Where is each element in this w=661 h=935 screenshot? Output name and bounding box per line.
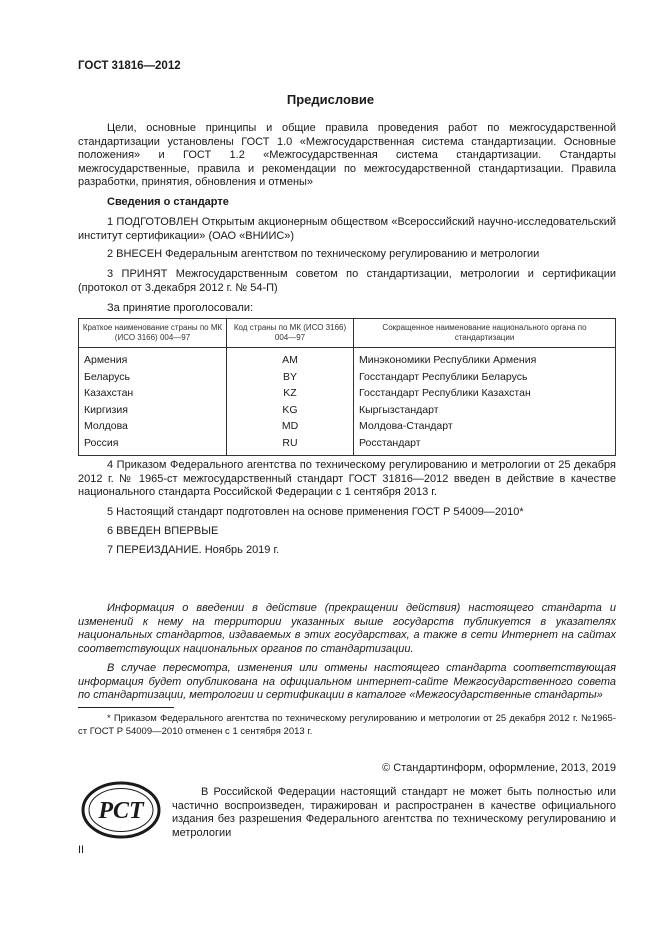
info-paragraph-2: В случае пересмотра, изменения или отмены настоящего стандарта соответствующая информация будет опубликована на официальном интернет-сайте Межгосударственного совета по стандартизации, метрологии и сертификации в каталоге «Межгосударственные стандарты» xyxy=(78,662,616,702)
country-cell: Казахстан xyxy=(79,385,227,402)
code-cell: KZ xyxy=(227,385,354,402)
body-cell: Госстандарт Республики Казахстан xyxy=(354,385,616,402)
body-cell: Росстандарт xyxy=(354,435,616,456)
page-title: Предисловие xyxy=(286,92,375,107)
body-cell: Молдова-Стандарт xyxy=(354,418,616,435)
code-cell: KG xyxy=(227,402,354,419)
table-header-country: Краткое наименование страны по МК (ИСО 3166) 004—97 xyxy=(79,319,227,348)
country-cell: Киргизия xyxy=(79,402,227,419)
code-cell: AM xyxy=(227,348,354,369)
footnote: * Приказом Федерального агентства по техническому регулированию и метрологии от 25 декабря 2012 г. №1965-ст ГОСТ Р 54009—2010 отменен с 1 сентября 2013 г. xyxy=(78,713,616,737)
table-row xyxy=(79,418,616,435)
table-row xyxy=(79,435,616,456)
section-title: Сведения о стандарте xyxy=(107,196,229,208)
body-cell: Госстандарт Республики Беларусь xyxy=(354,369,616,386)
table-row xyxy=(79,369,616,386)
intro-paragraph: Цели, основные принципы и общие правила проведения работ по межгосударственной стандартизации установлены ГОСТ 1.0 «Межгосударственная система стандартизации. Основные положения» и ГОСТ 1.2 «Межгосударственная система стандартизации. Стандарты межгосударственные, правила и рекомендации по межгосударственной стандартизации. Правила разработки, принятия, обновления и отмены» xyxy=(78,122,616,189)
reproduction-notice: В Российской Федерации настоящий стандарт не может быть полностью или частично воспроизведен, тиражирован и распространен в качестве официального издания без разрешения Федерального агентства по техническому регулированию и метрологии xyxy=(172,786,616,839)
logo-text: РСТ xyxy=(98,798,144,824)
item-6: 6 ВВЕДЕН ВПЕРВЫЕ xyxy=(107,525,219,537)
item-1: 1 ПОДГОТОВЛЕН Открытым акционерным обществом «Всероссийский научно-исследовательский институт сертификации» (ОАО «ВНИИС») xyxy=(78,216,616,242)
country-cell: Беларусь xyxy=(79,369,227,386)
copyright: © Стандартинформ, оформление, 2013, 2019 xyxy=(382,762,616,774)
info-paragraph-1: Информация о введении в действие (прекращении действия) настоящего стандарта и изменений к нему на территории указанных выше государств публикуется в указателях национальных стандартов, издаваемых в этих государствах, а также в сети Интернет на сайтах соответствующих национальных органов по стандартизации. xyxy=(78,602,616,655)
item-7: 7 ПЕРЕИЗДАНИЕ. Ноябрь 2019 г. xyxy=(107,544,280,556)
page-number: II xyxy=(78,844,85,856)
item-2: 2 ВНЕСЕН Федеральным агентством по техническому регулированию и метрологии xyxy=(107,248,540,260)
footnote-divider xyxy=(78,707,174,708)
item-5: 5 Настоящий стандарт подготовлен на основе применения ГОСТ Р 54009—2010* xyxy=(107,506,524,518)
rst-logo xyxy=(80,780,162,840)
voted-label: За принятие проголосовали: xyxy=(107,302,254,314)
table-row xyxy=(79,348,616,369)
body-cell: Кыргызстандарт xyxy=(354,402,616,419)
country-cell: Армения xyxy=(79,348,227,369)
code-cell: BY xyxy=(227,369,354,386)
rst-logo-icon xyxy=(80,780,162,840)
country-cell: Молдова xyxy=(79,418,227,435)
code-cell: RU xyxy=(227,435,354,456)
body-cell: Минэкономики Республики Армения xyxy=(354,348,616,369)
country-cell: Россия xyxy=(79,435,227,456)
item-4: 4 Приказом Федерального агентства по техническому регулированию и метрологии от 25 декабря 2012 г. № 1965-ст межгосударственный стандарт ГОСТ 31816—2012 введен в действие в качестве национального стандарта Российской Федерации с 1 сентября 2013 г. xyxy=(78,459,616,499)
document-code: ГОСТ 31816—2012 xyxy=(78,60,181,72)
code-cell: MD xyxy=(227,418,354,435)
table-header-body: Сокращенное наименование национального органа по стандартизации xyxy=(354,319,616,348)
table-row xyxy=(79,385,616,402)
table-header-code: Код страны по МК (ИСО 3166) 004—97 xyxy=(227,319,354,348)
item-3: 3 ПРИНЯТ Межгосударственным советом по стандартизации, метрологии и сертификации (протокол от 3.декабря 2012 г. № 54-П) xyxy=(78,268,616,294)
table-row xyxy=(79,402,616,419)
voting-table xyxy=(78,318,616,456)
